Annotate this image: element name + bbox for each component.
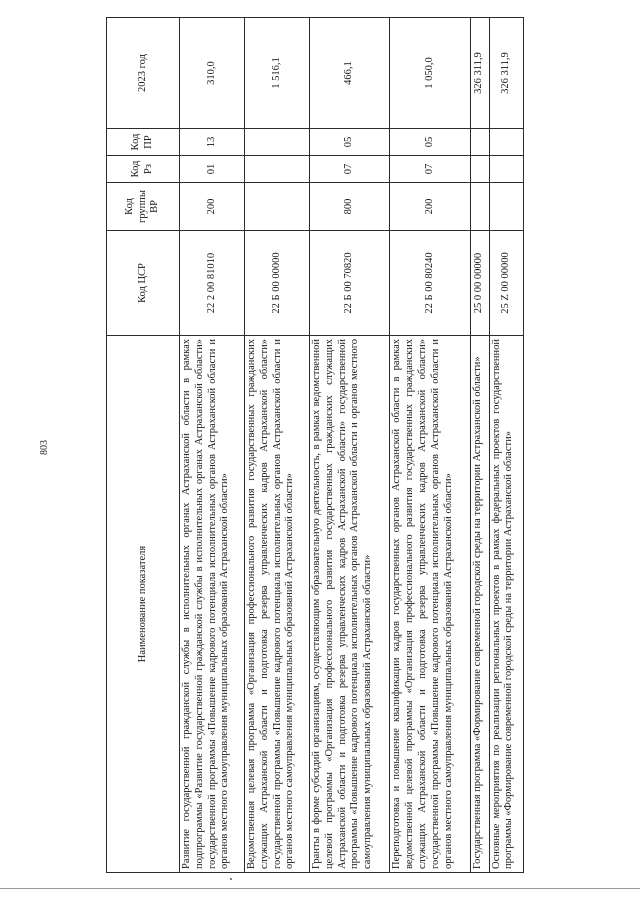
row-csr: 22 Б 00 80240 bbox=[390, 231, 470, 336]
row-rz: 07 bbox=[390, 156, 470, 183]
row-csr: 22 Б 00 00000 bbox=[245, 231, 310, 336]
table-row bbox=[390, 18, 470, 873]
budget-table bbox=[106, 17, 524, 873]
header-pr: Код ПР bbox=[107, 129, 180, 156]
row-rz bbox=[245, 156, 310, 183]
row-amount: 1 050,0 bbox=[390, 18, 470, 129]
row-rz: 07 bbox=[310, 156, 390, 183]
row-pr bbox=[489, 129, 523, 156]
table-row bbox=[310, 18, 390, 873]
row-pr bbox=[245, 129, 310, 156]
row-vr: 200 bbox=[390, 183, 470, 231]
header-name: Наименование показателя bbox=[107, 336, 180, 873]
row-csr: 25 Z 00 00000 bbox=[489, 231, 523, 336]
row-csr: 22 2 00 81010 bbox=[180, 231, 245, 336]
row-vr: 800 bbox=[310, 183, 390, 231]
row-amount: 326 311,9 bbox=[489, 18, 523, 129]
row-pr: 13 bbox=[180, 129, 245, 156]
header-vr: Код группы ВР bbox=[107, 183, 180, 231]
row-pr bbox=[470, 129, 489, 156]
row-vr: 200 bbox=[180, 183, 245, 231]
row-csr: 25 0 00 00000 bbox=[470, 231, 489, 336]
page-bottom-divider bbox=[0, 888, 640, 889]
row-amount: 466,1 bbox=[310, 18, 390, 129]
row-csr: 22 Б 00 70820 bbox=[310, 231, 390, 336]
row-name: Переподготовка и повышение квалификации кадров государственных органов Астраханской области в рамках ведомственной целевой программы «Организация профессионального развития государственных гражданских служащих Астраханской области и подготовка резерва управленческих кадров Астраханской области» государственной программы «Повышение кадрового потенциала исполнительных органов Астраханской области и органов местного самоуправления муниципальных образований Астраханской области» bbox=[390, 336, 470, 873]
row-pr: 05 bbox=[310, 129, 390, 156]
table-row bbox=[245, 18, 310, 873]
table-row bbox=[470, 18, 489, 873]
row-name: Гранты в форме субсидий организациям, осуществляющим образовательную деятельность, в рамках ведомственной целевой программы «Организация профессионального развития государственных гражданских служащих Астраханской области и подготовка резерва управленческих кадров Астраханской области» государственной программы «Повышение кадрового потенциала исполнительных органов Астраханской области и органов местного самоуправления муниципальных образований Астраханской области» bbox=[310, 336, 390, 873]
table-row bbox=[489, 18, 523, 873]
row-rz bbox=[489, 156, 523, 183]
row-name: Развитие государственной гражданской службы в исполнительных органах Астраханской области в рамках подпрограммы «Развитие государственной гражданской службы в исполнительных органах Астраханской области» государственной программы «Повышение кадрового потенциала исполнительных органов Астраханской области и органов местного самоуправления муниципальных образований Астраханской области» bbox=[180, 336, 245, 873]
row-vr bbox=[470, 183, 489, 231]
row-rz: 01 bbox=[180, 156, 245, 183]
row-vr bbox=[489, 183, 523, 231]
header-year: 2023 год bbox=[107, 18, 180, 129]
row-amount: 1 516,1 bbox=[245, 18, 310, 129]
row-amount: 326 311,9 bbox=[470, 18, 489, 129]
row-rz bbox=[470, 156, 489, 183]
page-number: 803 bbox=[39, 440, 50, 455]
row-name: Ведомственная целевая программа «Организация профессионального развития государственных гражданских служащих Астраханской области и подготовка резерва управленческих кадров Астраханской области» государственной программы «Повышение кадрового потенциала исполнительных органов Астраханской области и органов местного самоуправления муниципальных образований Астраханской области» bbox=[245, 336, 310, 873]
rotated-page-content bbox=[106, 18, 524, 873]
row-name: Основные мероприятия по реализации региональных проектов в рамках федеральных проектов государственной программы «Формирование современной городской среды на территории Астраханской области» bbox=[489, 336, 523, 873]
row-vr bbox=[245, 183, 310, 231]
row-amount: 310,0 bbox=[180, 18, 245, 129]
table-row bbox=[180, 18, 245, 873]
row-name: Государственная программа «Формирование современной городской среды на территории Астраханской области» bbox=[470, 336, 489, 873]
row-pr: 05 bbox=[390, 129, 470, 156]
scan-dot bbox=[230, 878, 232, 880]
table-header-row bbox=[107, 18, 180, 873]
header-csr: Код ЦСР bbox=[107, 231, 180, 336]
header-rz: Код Рз bbox=[107, 156, 180, 183]
